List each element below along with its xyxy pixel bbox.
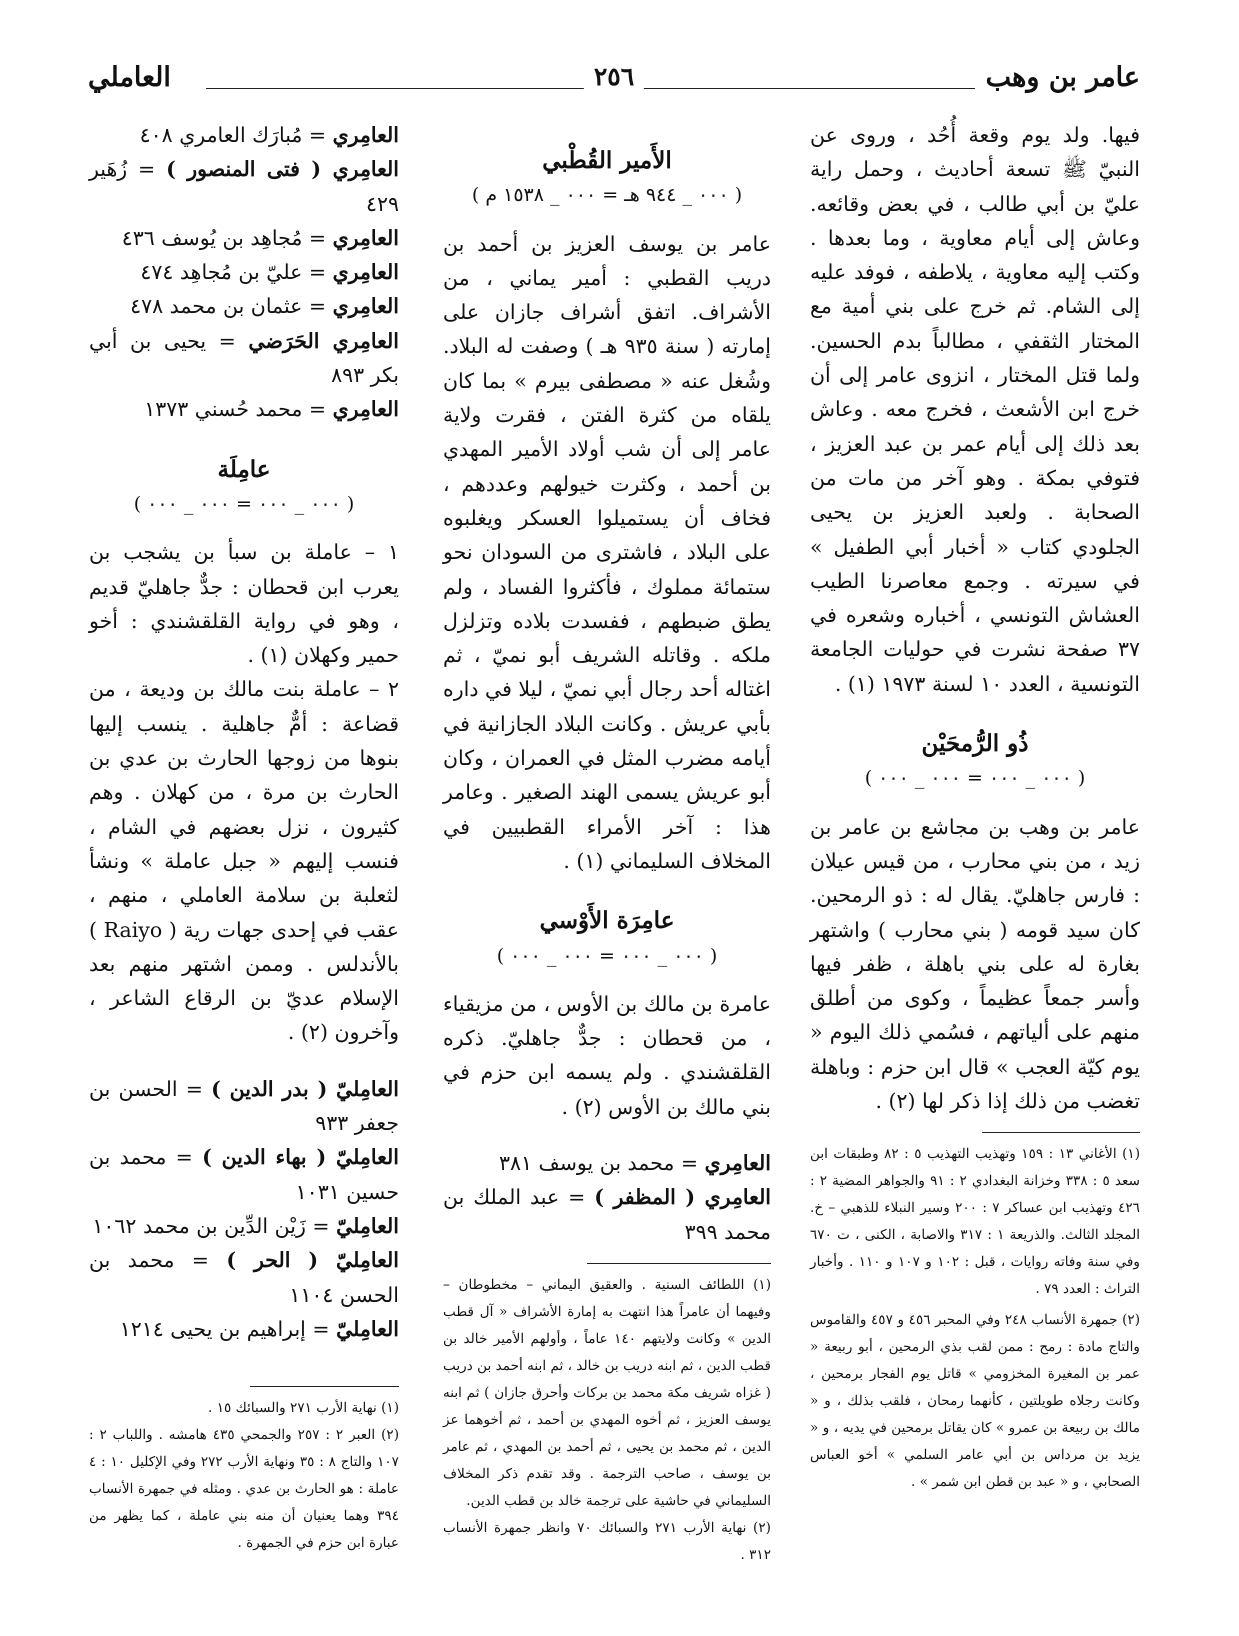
footnote-rule [250,1386,399,1387]
entry-continuation: فيها. ولد يوم وقعة أُحُد ، وروى عن النبيّ ﷺ تسعة أحاديث ، وحمل راية عليّ بن أبي طالب ، في بعض وقائعه. وعاش إلى أيام معاوية ، وما بعدها . وكتب إليه معاوية ، يلاطفه ، فوفد عليه إلى الشام. ثم خرج على بني أمية مع المختار الثقفي ، مطالباً بدم الحسين. ولما قتل المختار ، انزوى عامر إلى أن خرج ابن الأشعث ، فخرج معه . وعاش بعد ذلك إلى أيام عمر بن عبد العزيز ، فتوفي بمكة . وهو آخر من مات من الصحابة . ولعبد العزيز بن يحيى الجلودي كتاب « أخبار أبي الطفيل » في سيرته . وجمع معاصرنا الطيب العشاش التونسي ، أخباره وشعره في ٣٧ صفحة نشرت في حوليات الجامعة التونسية ، العدد ١٠ لسنة ١٩٧٣ (١) . [810,123,1140,696]
cross-reference [89,392,399,426]
xref-target: = محمد حُسني ١٣٧٣ [144,397,333,422]
xref-target: = زُهَير ٤٢٩ [89,157,399,216]
cross-reference [89,1312,399,1346]
entry-body: عامر بن وهب بن مجاشع بن عامر بن زيد ، من بني محارب ، من قيس عيلان : فارس جاهليّ. يقال له : ذو الرمحين. كان سيد قومه ( بني محارب ) واشتهر بغارة له على بني باهلة ، ظفر فيها وأسر جمعاً عظيماً ، وكوى من أطلق منهم على ألياتهم ، فسُمي ذلك اليوم « يوم كيّة العجب » قال ابن حزم : وباهلة تغضب من ذلك إذا ذكر لها (٢) . [810,814,1140,1114]
column-middle [443,118,771,1569]
cross-reference [89,255,399,289]
xref-head: العامِري [704,1151,771,1176]
xref-target: = مُجاهِد بن يُوسف ٤٣٦ [121,225,333,250]
cross-reference [443,1146,771,1180]
footnote-1: (١) الأغاني ١٣ : ١٥٩ وتهذيب التهذيب ٥ : ٨٢ وطبقات ابن سعد ٥ : ٣٣٨ وخزانة البغدادي ٢ : ٩١ والجواهر المضية ٢ : ٤٢٦ وتهذيب ابن عساكر ٧ : ٢٠٠ وسير النبلاء للذهبي – خ. المجلد الثالث. والذريعة ١ : ٣١٧ والاصابة ، الكنى ، ت ٦٧٠ وفي سنة وفاته روايات ، قبل : ١٠٢ و ١٠٧ و ١١٠ . وأخبار التراث : العدد ٧٩ . [810,1146,1141,1298]
cross-reference [89,1140,399,1209]
entry-dates: ( ٠٠٠ _ ٠٠٠ = ٠٠٠ _ ٠٠٠ ) [133,492,355,515]
xref-target: = إبراهيم بن يحيى ١٢١٤ [119,1316,337,1341]
footnote-2: (٢) العبر ٢ : ٢٥٧ والجمحي ٤٣٥ هامشه . واللباب ٢ : ١٠٧ والتاج ٨ : ٣٥ ونهاية الأرب ٢٧٢ وفي الإكليل ١٠ : ٤ عاملة : هو الحارث بن عدي . ومثله في جمهرة الأنساب ٣٩٤ وهما يعنيان أن منه بني عاملة ، كما يظهر من عبارة ابن حزم في الجمهرة . [89,1427,400,1552]
xref-target: = زَيْن الدِّين بن محمد ١٠٦٢ [92,1213,337,1238]
entry-title-dhu-alrumhayn: ذُو الرُّمحَيْن [921,730,1029,758]
cross-reference [89,221,399,255]
xref-head: العامِري [332,294,399,319]
cross-reference [443,1180,771,1249]
entry-body: ٢ – عاملة بنت مالك بن وديعة ، من قضاعة : أمٌّ جاهلية . ينسب إليها بنوها من زوجها الحارث بن عدي بن الحارث بن مرة ، من كهلان . وهم كثيرون ، نزل بعضهم في الشام ، فنسب إليهم « جبل عاملة » ونشأ لثعلبة بن سلامة العاملي ، منهم ، عقب في إحدى جهات رية ( Raiyo ) بالأندلس . وممن اشتهر منهم بعد الإسلام عديّ بن الرقاع الشاعر ، وآخرون (٢) . [89,677,400,1045]
footnote-rule [982,1132,1140,1133]
cross-reference [89,118,399,152]
cross-reference [89,1072,399,1141]
entry-dates: ( ٠٠٠ _ ٩٤٤ هـ = ٠٠٠ _ ١٥٣٨ م ) [471,184,743,207]
entry-body: ١ – عاملة بن سبأ بن يشجب بن يعرب ابن قحطان : جدٌّ جاهليّ قديم ، وهو في رواية القلقشندي : أخو حمير وكهلان (١) . [89,540,399,668]
column-left [89,118,399,1557]
xref-target: = مُبارَك العامري ٤٠٨ [139,123,333,147]
xref-head: العامِري [332,225,399,250]
xref-list-bottom [89,1072,399,1346]
xref-head: العامِري [332,260,399,285]
xref-head: العامِليّ ( بهاء الدين ) [202,1145,399,1170]
xref-target: = محمد بن يوسف ٣٨١ [498,1151,705,1176]
xref-target: = يحيى بن أبي بكر ٨٩٣ [89,328,399,388]
page-number: ٢٥٦ [584,62,644,91]
xref-head: العامِري ( المظفر ) [594,1185,772,1210]
xref-head: العامِري الحَرَضي [248,328,399,353]
spacer [89,1050,399,1072]
entry-dates: ( ٠٠٠ _ ٠٠٠ = ٠٠٠ _ ٠٠٠ ) [496,944,718,967]
xref-head: العامِليّ ( بدر الدين ) [211,1076,399,1101]
cross-reference [89,152,399,221]
xref-head: العامِليّ [336,1213,399,1238]
footnote-rule [587,1263,771,1264]
header-entry-tail: العاملي [88,62,171,93]
xref-head: العامِري ( فتى المنصور ) [166,157,400,182]
xref-head: العامِليّ ( الحر ) [226,1248,399,1273]
xref-target: = محمد بن حسين ١٠٣١ [89,1145,399,1204]
entry-title-qutbi: الأَمير القُطْبي [542,147,672,174]
xref-target: = عبد الملك بن محمد ٣٩٩ [443,1185,771,1244]
xref-list-top [89,118,399,427]
xref-target: = عثمان بن محمد ٤٧٨ [130,294,333,319]
entry-title-amila: عامِلَة [217,455,271,483]
xref-head: العامِليّ [336,1316,399,1341]
xref-head: العامِري [332,397,399,422]
footnote-1: (١) اللطائف السنية . والعقيق اليماني – مخطوطان – وفيهما أن عامراً هذا انتهت به إمارة الأشراف « آل قطب الدين » وكانت ولايتهم ١٤٠ عاماً ، وأولهم الأمير خالد بن قطب الدين ، ثم ابنه دريب بن خالد ، ثم ابنه أحمد بن دريب ( غزاه شريف مكة محمد بن بركات وأحرق جازان ) ثم ابنه يوسف العزيز ، ثم أخوه المهدي بن أحمد ، ثم أخوهما عز الدين ، ثم محمد بن يحيى ، ثم أحمد بن المهدي ، ثم عامر بن يوسف ، صاحب الترجمة . وقد تقدم ذكر المخلاف السليماني في حاشية على ترجمة خالد بن قطب الدين. [443,1276,771,1509]
xref-target: = محمد بن الحسن ١١٠٤ [89,1248,399,1307]
footnote-1: (١) نهاية الأرب ٢٧١ والسبائك ١٥ . [208,1400,399,1417]
entry-body: عامرة بن مالك بن الأوس ، من مزيقياء ، من قحطان : جدٌّ جاهليّ. ذكره القلقشندي . ولم يسمه ابن حزم في بني مالك بن الأوس (٢) . [443,991,771,1119]
cross-reference [89,289,399,323]
cross-reference [89,1209,399,1243]
running-header [88,62,1140,102]
footnote-2: (٢) جمهرة الأنساب ٢٤٨ وفي المحبر ٤٥٦ و ٤٥٧ والقاموس والتاج مادة : رمح : ممن لقب بذي الرمحين ، أبو ربيعة « عمر بن المغيرة المخزومي » قاتل يوم الفجار برمحين ، وكانت رجلاه طويلتين ، كأنهما رمحان ، فلقب بذلك ، و « مالك بن ربيعة بن عمرو » كان يقاتل برمحين في يديه ، و « يزيد بن مرداس بن أبي عامر السلمي » أخو العباس الصحابي ، و « عبد بن قطن ابن شمر » . [810,1312,1141,1491]
entry-title-amira-awsi: عامِرَة الأَوْسي [539,907,675,935]
footnote-2: (٢) نهاية الأرب ٢٧١ والسبائك ٧٠ وانظر جمهرة الأنساب ٣١٢ . [443,1519,771,1563]
header-entry-head: عامر بن وهب [985,62,1140,93]
entry-dates: ( ٠٠٠ _ ٠٠٠ = ٠٠٠ _ ٠٠٠ ) [864,767,1086,790]
column-right [810,118,1140,1496]
entry-body: عامر بن يوسف العزيز بن أحمد بن دريب القطبي : أمير يماني ، من الأشراف. اتفق أشراف جازان على إمارته ( سنة ٩٣٥ هـ ) وصفت له البلاد. وشُغل عنه « مصطفى بيرم » بما كان يلقاه من كثرة الفتن ، فقرت ولاية عامر إلى أن شب أولاد الأمير المهدي بن أحمد ، وكثرت خيولهم وعددهم ، فخاف أن يستميلوا العسكر ويغلبوه على البلاد ، فاشترى من السودان نحو ستمائة مملوك ، فأكثروا الفساد ، ولم يطق ضبطهم ، ففسدت بلاده وتزلزل ملكه . وقاتله الشريف أبو نميّ ، ثم اغتاله أحد رجال أبي نميّ ، ليلا في داره بأبي عريش . وكانت البلاد الجازانية في أيامه مضرب المثل في العمران ، وكان أبو عريش يسمى الهند الصغير . وعامر هذا : آخر الأمراء القطبيين في المخلاف السليماني (١) . [443,231,771,873]
xref-head: العامِري [332,123,399,147]
spacer [443,1124,771,1146]
xref-target: = عليّ بن مُجاهِد ٤٧٤ [140,260,333,285]
cross-reference [89,324,399,393]
xref-target: = الحسن بن جعفر ٩٣٣ [89,1076,399,1136]
cross-reference [89,1243,399,1312]
